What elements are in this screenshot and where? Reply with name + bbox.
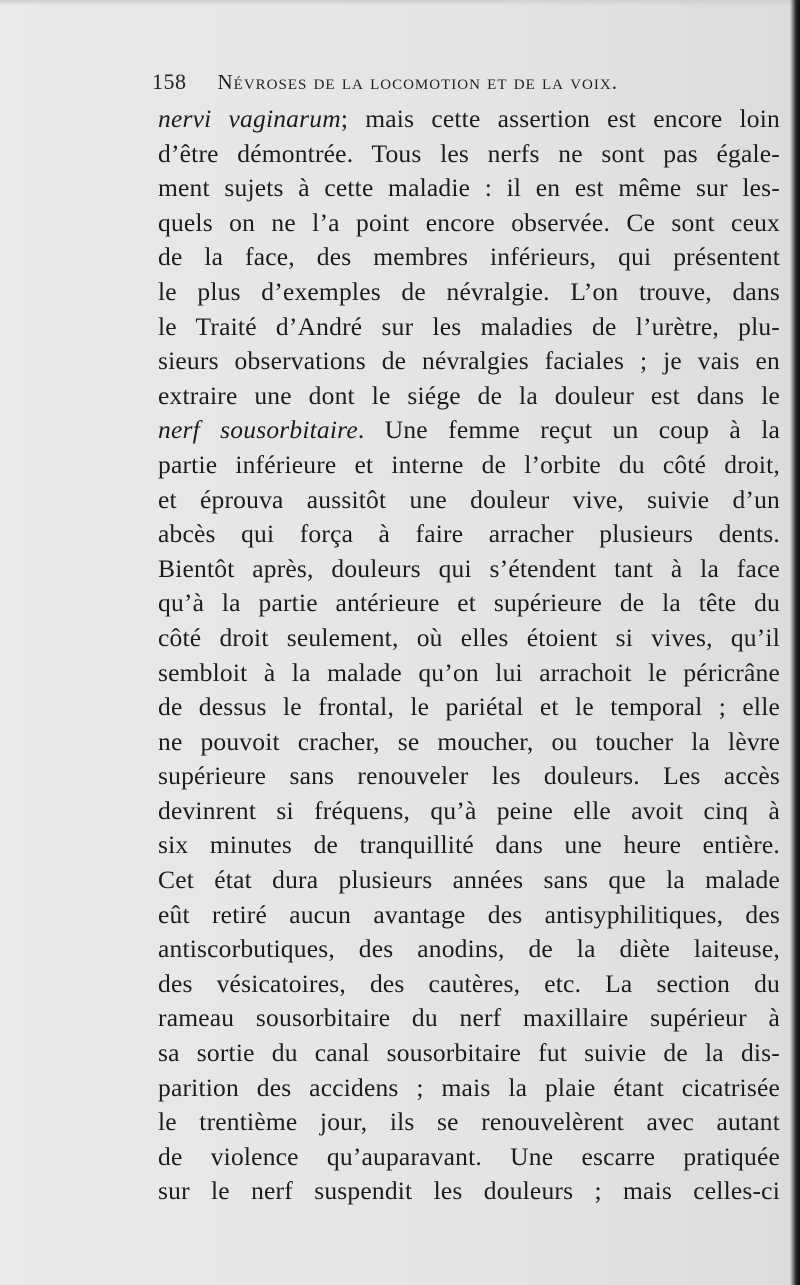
text-run: sur le nerf suspendit les douleurs ; mais celles-ci [158,1176,780,1206]
text-line [158,171,780,206]
italic-text-run: nervi vaginarum [158,104,341,133]
text-run: de la face, des membres inférieurs, qui présentent [158,242,780,272]
running-head [152,64,784,100]
text-run: antiscorbutiques, des anodins, de la diète laiteuse, [158,934,780,964]
text-line [158,586,780,621]
text-line [158,137,780,172]
text-line [158,1071,780,1106]
text-run: le plus d’exemples de névralgie. L’on trouve, dans [158,276,780,306]
text-line [158,863,780,898]
running-title: Névroses de la locomotion et de la voix. [217,70,618,94]
text-line [158,552,780,587]
text-line [158,379,780,414]
text-run: extraire une dont le siége de la douleur est dans le [158,380,780,410]
text-line [158,344,780,379]
body-text [158,102,780,1209]
text-line [158,1174,780,1209]
text-line [158,1001,780,1036]
text-line [158,275,780,310]
page-binding-edge [790,0,800,1285]
text-line [158,240,780,275]
text-run: sa sortie du canal sousorbitaire fut suivie de la dis- [158,1038,780,1068]
text-line [158,690,780,725]
text-run: Cet état dura plusieurs années sans que la malade [158,865,780,895]
text-line [158,759,780,794]
text-line [158,725,780,760]
italic-text-run: nerf sousorbitaire [158,415,358,445]
text-line [158,898,780,933]
text-line [158,517,780,552]
text-run: quels on ne l’a point encore observée. Ce sont ceux [158,207,780,237]
text-line [158,206,780,241]
page-number: 158 [152,69,187,94]
text-line [158,102,780,137]
text-run: rameau sousorbitaire du nerf maxillaire supérieur à [158,1003,780,1033]
text-line [158,967,780,1002]
text-run: d’être démontrée. Tous les nerfs ne sont pas égale- [158,138,780,168]
text-run: devinrent si fréquens, qu’à peine elle avoit cinq à [158,795,780,825]
text-run: Bientôt après, douleurs qui s’étendent tant à la face [158,553,780,583]
text-line [158,1036,780,1071]
text-run: partie inférieure et interne de l’orbite du côté droit, [158,449,780,479]
text-run: parition des accidens ; mais la plaie étant cicatrisée [158,1072,780,1102]
text-run: et éprouva aussitôt une douleur vive, suivie d’un [158,484,780,514]
text-run: abcès qui força à faire arracher plusieurs dents. [158,519,780,549]
text-run: ment sujets à cette maladie : il en est même sur les- [158,173,780,203]
text-run: côté droit seulement, où elles étoient si vives, qu’il [158,622,780,652]
text-run: six minutes de tranquillité dans une heure entière. [158,830,780,860]
text-line [158,621,780,656]
text-run: supérieure sans renouveler les douleurs. Les accès [158,761,780,791]
text-line [158,448,780,483]
text-run: qu’à la partie antérieure et supérieure de la tête du [158,588,780,618]
text-line [158,932,780,967]
text-run: le trentième jour, ils se renouvelèrent avec autant [158,1107,780,1137]
text-line [158,1140,780,1175]
text-line [158,794,780,829]
text-line [158,413,780,448]
text-run: eût retiré aucun avantage des antisyphilitiques, des [158,899,780,929]
text-run: de dessus le frontal, le pariétal et le temporal ; elle [158,692,780,722]
text-run: ; mais cette assertion est encore loin [340,104,780,133]
text-run: de violence qu’auparavant. Une escarre pratiquée [158,1141,780,1171]
page-top-shadow [0,0,800,6]
text-run: ne pouvoit cracher, se moucher, ou toucher la lèvre [158,726,780,756]
text-run: des vésicatoires, des cautères, etc. La section du [158,968,780,998]
text-line [158,310,780,345]
text-line [158,483,780,518]
text-run: sembloit à la malade qu’on lui arrachoit le péricrâne [158,657,780,687]
text-run: sieurs observations de névralgies faciales ; je vais en [158,346,780,376]
text-line [158,1105,780,1140]
text-run: le Traité d’André sur les maladies de l’urètre, plu- [158,311,780,341]
text-run: . Une femme reçut un coup à la [357,415,780,445]
text-line [158,656,780,691]
text-line [158,828,780,863]
